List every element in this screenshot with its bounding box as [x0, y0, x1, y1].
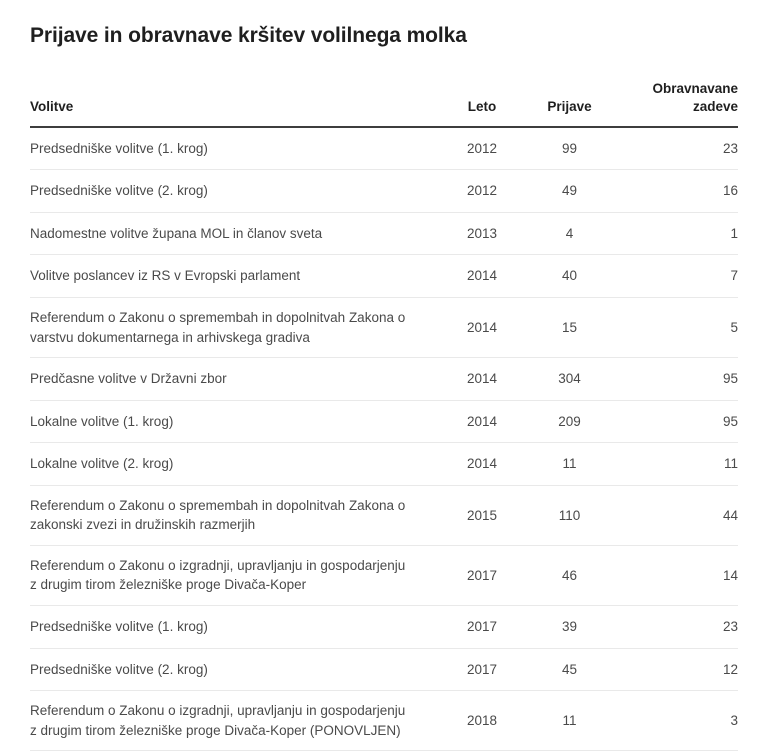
- cell-volitve: [30, 212, 442, 255]
- table-header-row: [30, 80, 738, 126]
- cell-prijave: 209: [522, 400, 617, 443]
- cell-volitve-line2: zakonski zvezi in družinskih razmerjih: [30, 517, 256, 533]
- cell-leto: 2013: [442, 212, 522, 255]
- cell-volitve: [30, 648, 442, 691]
- cell-volitve-line1: Predčasne volitve v Državni zbor: [30, 371, 227, 387]
- table-row: [30, 127, 738, 170]
- cell-zadeve: 23: [617, 127, 738, 170]
- table-container: [0, 80, 768, 751]
- cell-prijave: 39: [522, 606, 617, 649]
- cell-volitve-line1: Referendum o Zakonu o spremembah in dopolnitvah Zakona o: [30, 309, 406, 325]
- table-row: [30, 443, 738, 486]
- cell-leto: 2012: [442, 127, 522, 170]
- cell-volitve: [30, 170, 442, 213]
- column-header-leto: Leto: [442, 80, 522, 126]
- table-row: [30, 648, 738, 691]
- cell-prijave: 11: [522, 443, 617, 486]
- cell-volitve-line1: Referendum o Zakonu o izgradnji, upravljanju in gospodarjenju: [30, 557, 406, 573]
- cell-volitve-line1: Lokalne volitve (2. krog): [30, 456, 174, 472]
- cell-prijave: 15: [522, 297, 617, 357]
- cell-volitve: [30, 606, 442, 649]
- cell-volitve-line2: z drugim tirom železniške proge Divača-Koper (PONOVLJEN): [30, 722, 401, 738]
- cell-volitve-line1: Predsedniške volitve (2. krog): [30, 661, 208, 677]
- cell-zadeve: 1: [617, 212, 738, 255]
- cell-leto: 2017: [442, 606, 522, 649]
- cell-leto: 2014: [442, 297, 522, 357]
- cell-prijave: 304: [522, 358, 617, 401]
- table-row: [30, 606, 738, 649]
- table-row: [30, 485, 738, 545]
- table-row: [30, 691, 738, 751]
- cell-zadeve: 23: [617, 606, 738, 649]
- cell-leto: 2018: [442, 691, 522, 751]
- table-row: [30, 545, 738, 605]
- table-row: [30, 358, 738, 401]
- cell-zadeve: 16: [617, 170, 738, 213]
- cell-prijave: 11: [522, 691, 617, 751]
- cell-volitve-line1: Predsedniške volitve (2. krog): [30, 183, 208, 199]
- cell-leto: 2014: [442, 255, 522, 298]
- cell-leto: 2014: [442, 443, 522, 486]
- cell-leto: 2017: [442, 545, 522, 605]
- table-row: [30, 297, 738, 357]
- cell-zadeve: 95: [617, 400, 738, 443]
- cell-volitve: [30, 691, 442, 751]
- cell-volitve-line1: Volitve poslancev iz RS v Evropski parlament: [30, 268, 301, 284]
- column-header-prijave: Prijave: [522, 80, 617, 126]
- column-header-volitve: Volitve: [30, 80, 442, 126]
- cell-volitve-line1: Referendum o Zakonu o spremembah in dopolnitvah Zakona o: [30, 497, 406, 513]
- table-row: [30, 255, 738, 298]
- cell-volitve: [30, 545, 442, 605]
- table-row: [30, 212, 738, 255]
- cell-volitve: [30, 297, 442, 357]
- cell-leto: 2014: [442, 400, 522, 443]
- cell-prijave: 45: [522, 648, 617, 691]
- cell-volitve-line1: Nadomestne volitve župana MOL in članov sveta: [30, 225, 323, 241]
- column-header-zadeve-line1: Obravnavane: [652, 81, 738, 97]
- cell-volitve: [30, 127, 442, 170]
- cell-prijave: 4: [522, 212, 617, 255]
- cell-zadeve: 5: [617, 297, 738, 357]
- table-row: [30, 400, 738, 443]
- cell-volitve-line1: Lokalne volitve (1. krog): [30, 413, 174, 429]
- cell-zadeve: 7: [617, 255, 738, 298]
- cell-zadeve: 14: [617, 545, 738, 605]
- cell-volitve-line2: varstvu dokumentarnega in arhivskega gradiva: [30, 329, 310, 345]
- cell-leto: 2015: [442, 485, 522, 545]
- cell-volitve: [30, 255, 442, 298]
- cell-zadeve: 11: [617, 443, 738, 486]
- cell-prijave: 46: [522, 545, 617, 605]
- cell-volitve-line1: Predsedniške volitve (1. krog): [30, 140, 208, 156]
- column-header-zadeve: [617, 80, 738, 126]
- cell-volitve: [30, 400, 442, 443]
- cell-prijave: 99: [522, 127, 617, 170]
- page-title: Prijave in obravnave kršitev volilnega molka: [30, 24, 467, 47]
- cell-volitve-line2: z drugim tirom železniške proge Divača-Koper: [30, 577, 307, 593]
- cell-prijave: 49: [522, 170, 617, 213]
- cell-volitve: [30, 358, 442, 401]
- column-header-zadeve-line2: zadeve: [692, 99, 738, 115]
- cell-volitve: [30, 485, 442, 545]
- cell-leto: 2017: [442, 648, 522, 691]
- table-body: [30, 127, 738, 751]
- table-row: [30, 170, 738, 213]
- cell-zadeve: 95: [617, 358, 738, 401]
- cell-prijave: 110: [522, 485, 617, 545]
- cell-prijave: 40: [522, 255, 617, 298]
- cell-leto: 2012: [442, 170, 522, 213]
- cell-volitve-line1: Predsedniške volitve (1. krog): [30, 619, 208, 634]
- reports-table: [30, 80, 738, 751]
- cell-zadeve: 44: [617, 485, 738, 545]
- cell-volitve-line1: Referendum o Zakonu o izgradnji, upravljanju in gospodarjenju: [30, 703, 406, 719]
- cell-zadeve: 12: [617, 648, 738, 691]
- cell-leto: 2014: [442, 358, 522, 401]
- cell-zadeve: 3: [617, 691, 738, 751]
- cell-volitve: [30, 443, 442, 486]
- table-header: [30, 80, 738, 126]
